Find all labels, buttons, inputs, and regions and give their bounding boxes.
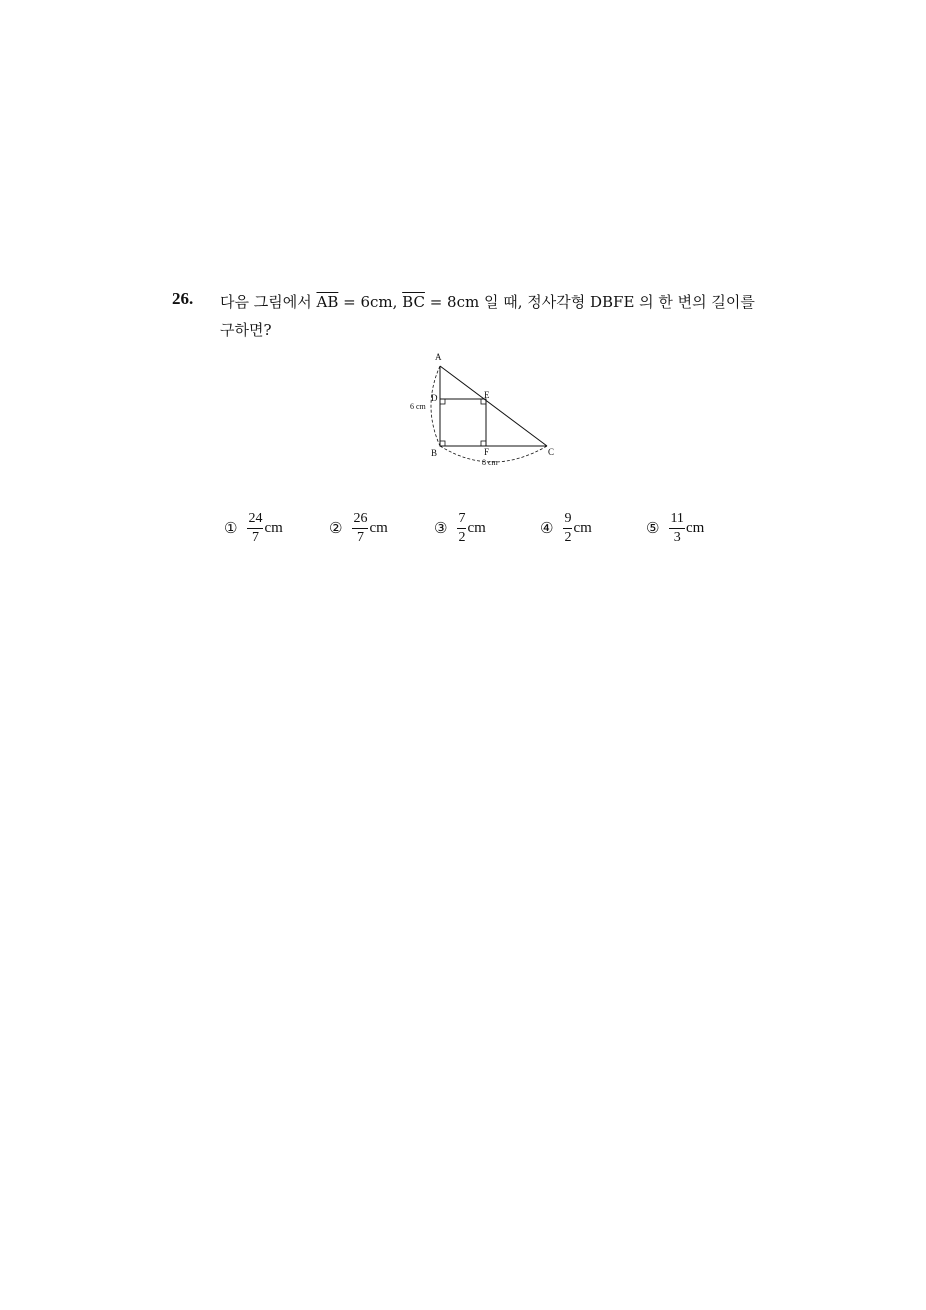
choice-marker: ⑤ [646,519,660,537]
triangle-figure [400,346,570,471]
label-a: A [435,352,442,362]
choice-unit: cm [264,519,283,536]
right-angle-mark-b [440,441,445,446]
choice-marker: ④ [540,519,554,537]
side-ac [440,366,547,446]
label-f: F [484,447,490,457]
segment-ab: $\overline{AB}$ [316,293,339,311]
choice-unit: cm [467,519,486,536]
label-c: C [548,447,555,457]
choice-fraction [457,511,466,546]
fraction-numerator: 24 [247,511,263,529]
fraction-denominator: 7 [356,529,364,545]
choice-marker: ③ [434,519,448,537]
choice-4[interactable] [540,508,592,548]
question-text [220,288,780,344]
label-ab-length: 6 cm [410,402,426,411]
question-text-line2: 구하면? [220,321,272,339]
fraction-numerator: 7 [457,511,466,529]
dimension-arc-ab [431,366,440,446]
question-text-part1: 다음 그림에서 [220,293,317,311]
fraction-denominator: 3 [673,529,681,545]
right-angle-mark-d [440,399,445,404]
choice-marker: ① [224,519,238,537]
choice-fraction [563,511,572,546]
choice-fraction [352,511,368,546]
label-b: B [431,448,438,458]
problem-number: 26. [172,289,194,308]
choice-2[interactable] [329,508,388,548]
choice-unit: cm [685,519,705,536]
fraction-denominator: 7 [251,529,259,545]
fraction-numerator: 26 [352,511,368,529]
fraction-numerator: 9 [563,511,572,529]
fraction-numerator: 11 [669,511,684,529]
right-angle-mark-f [481,441,486,446]
choice-1[interactable] [224,508,283,548]
choice-unit: cm [573,519,592,536]
choice-marker: ② [329,519,343,537]
square-dbfe [440,399,486,446]
question-text-part2: = 6cm, [338,293,403,311]
choice-3[interactable] [434,508,486,548]
fraction-denominator: 2 [564,529,572,545]
fraction-denominator: 2 [458,529,466,545]
label-d: D [431,393,438,403]
choice-5[interactable] [646,508,704,548]
triangle-diagram [400,346,570,471]
choice-unit: cm [369,519,388,536]
label-e: E [484,390,490,400]
choice-fraction [669,511,684,546]
segment-bc: $\overline{BC}$ [402,293,425,311]
label-bc-length: 8 cm [482,458,498,467]
choice-fraction [247,511,263,546]
question-text-part3: = 8cm 일 때, 정사각형 DBFE 의 한 변의 길이를 [424,293,755,311]
